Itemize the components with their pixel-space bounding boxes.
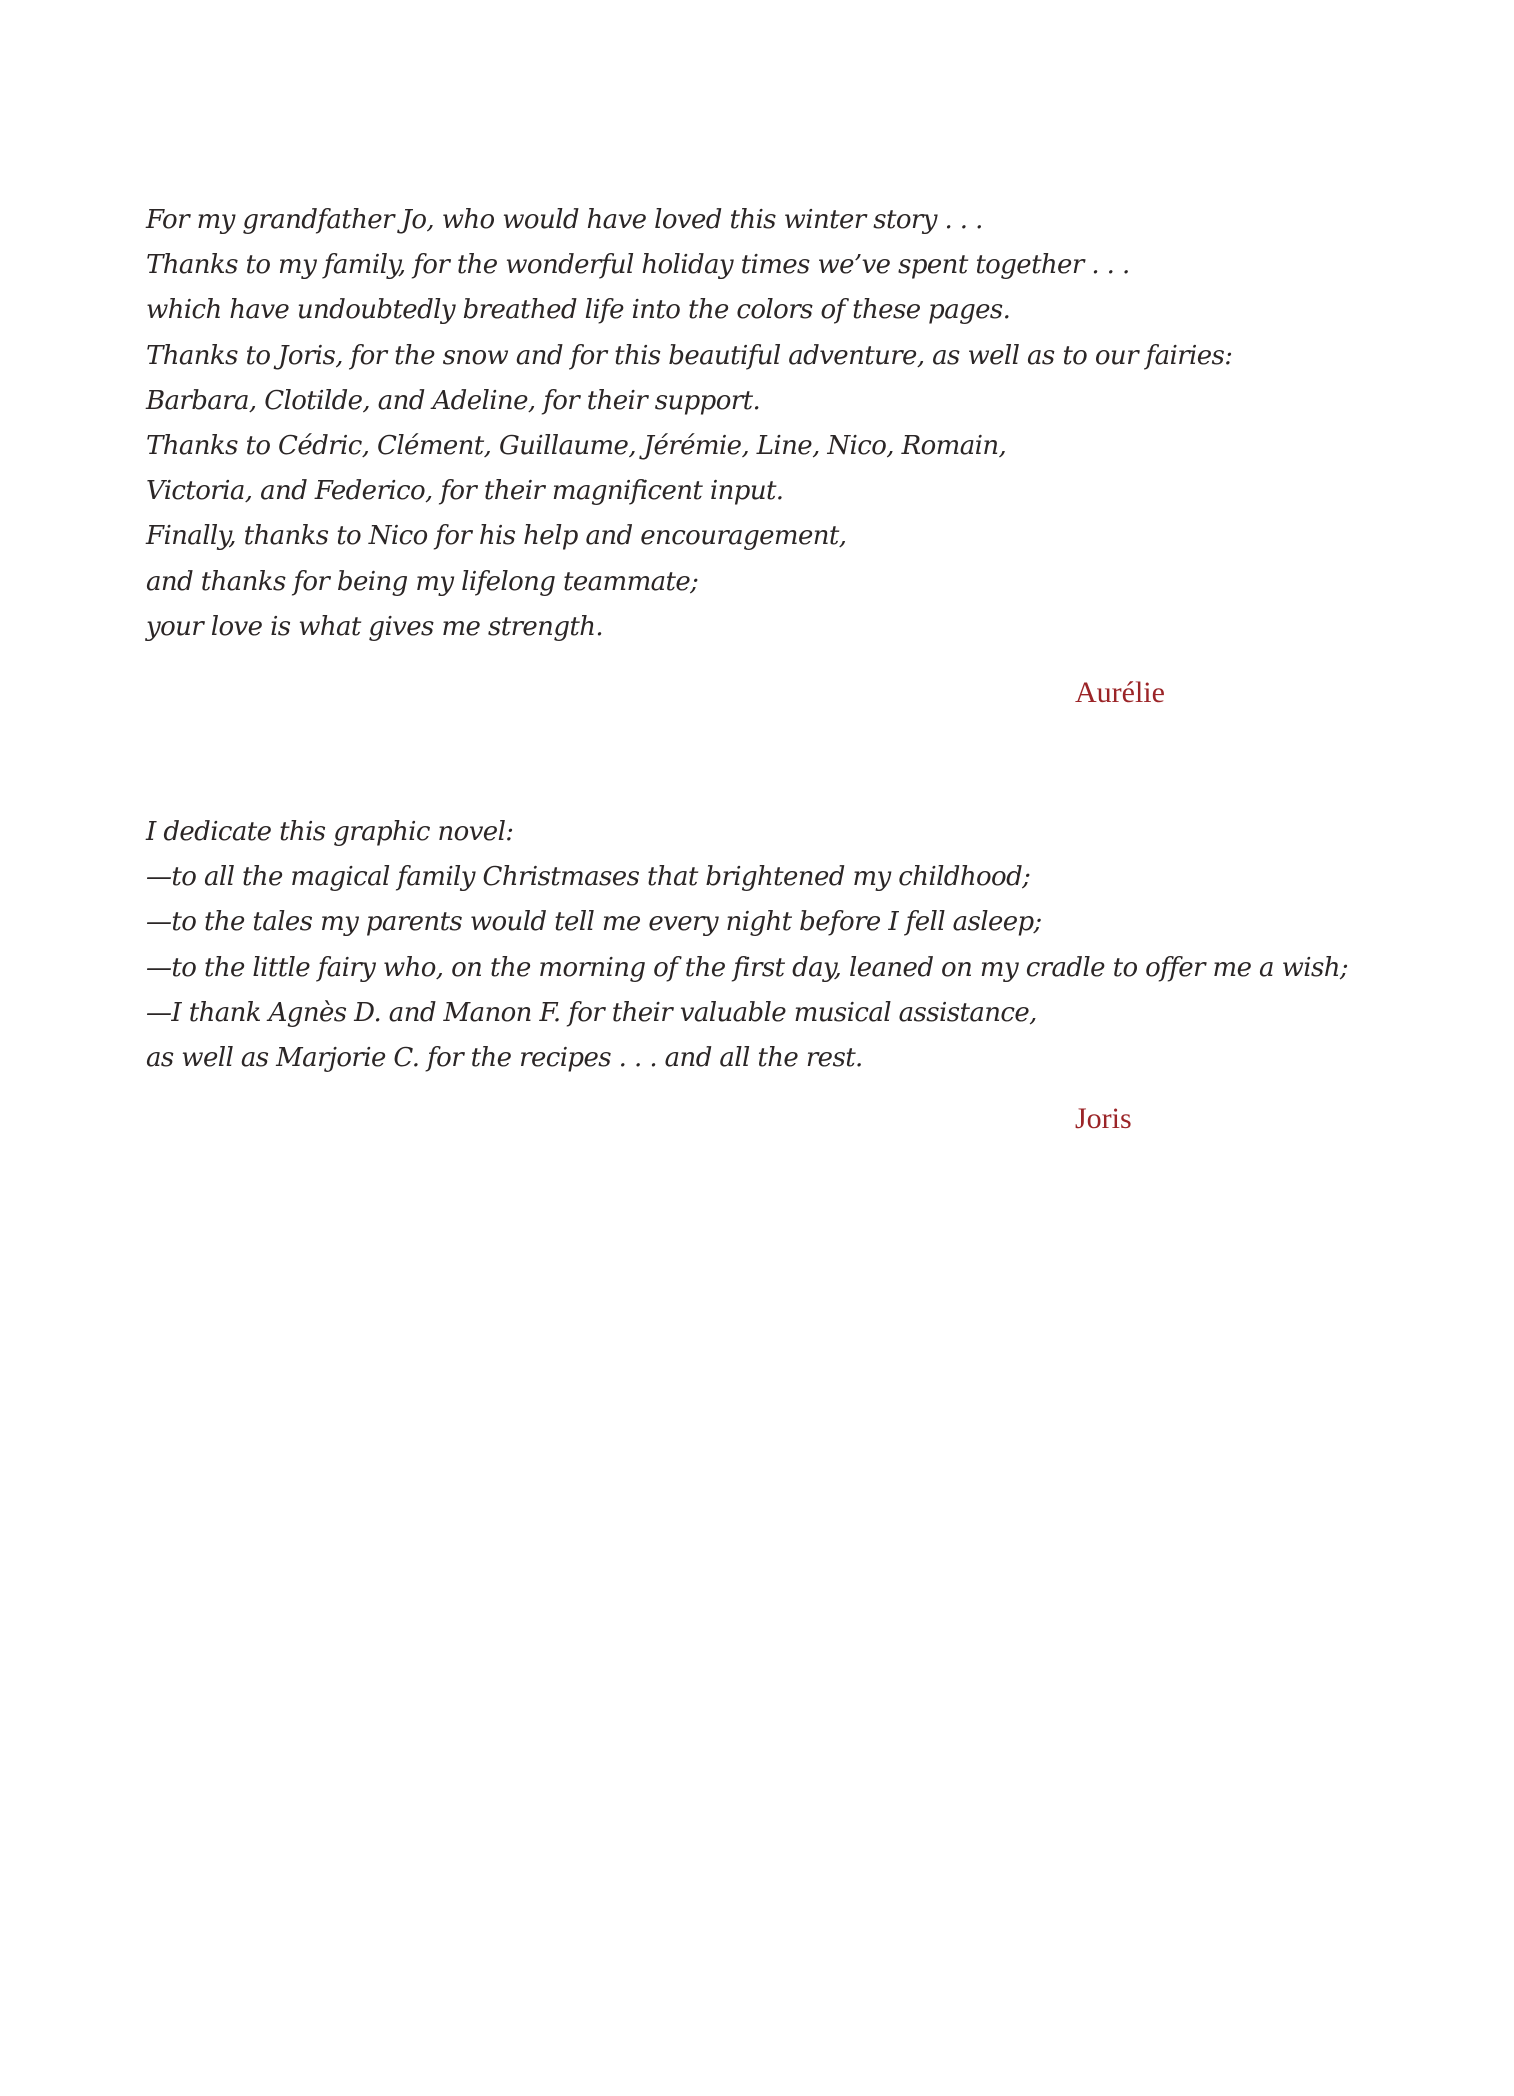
dedication-line: Thanks to Cédric, Clément, Guillaume, Jérémie, Line, Nico, Romain, [146,431,1007,462]
dedication-line: Thanks to my family, for the wonderful holiday times we’ve spent together . . . [146,250,1130,281]
dedication-line: Victoria, and Federico, for their magnificent input. [146,476,784,507]
dedication-line: For my grandfather Jo, who would have loved this winter story . . . [146,205,983,235]
dedication-line: and thanks for being my lifelong teammate; [146,566,699,597]
dedication-line: which have undoubtedly breathed life into the colors of these pages. [146,295,1011,326]
dedication-line: —to the tales my parents would tell me every night before I fell asleep; [146,907,1042,938]
dedication-line: Barbara, Clotilde, and Adeline, for their support. [146,385,761,416]
dedication-line: your love is what gives me strength. [146,611,604,642]
dedication-aurelie [146,198,1396,650]
dedication-line: Finally, thanks to Nico for his help and encouragement, [146,521,847,552]
dedication-line: I dedicate this graphic novel: [146,817,514,847]
signature-aurelie: Aurélie [1075,676,1165,709]
signature-joris: Joris [1075,1102,1132,1135]
dedication-line: —I thank Agnès D. and Manon F. for their valuable musical assistance, [146,997,1037,1028]
dedication-line: —to the little fairy who, on the morning of the first day, leaned on my cradle to offer me a wish; [146,952,1349,983]
dedication-line: as well as Marjorie C. for the recipes . . . and all the rest. [146,1043,863,1074]
dedication-joris [146,810,1396,1081]
dedication-line: —to all the magical family Christmases that brightened my childhood; [146,862,1031,893]
dedication-line: Thanks to Joris, for the snow and for this beautiful adventure, as well as to our fairies: [146,340,1233,371]
